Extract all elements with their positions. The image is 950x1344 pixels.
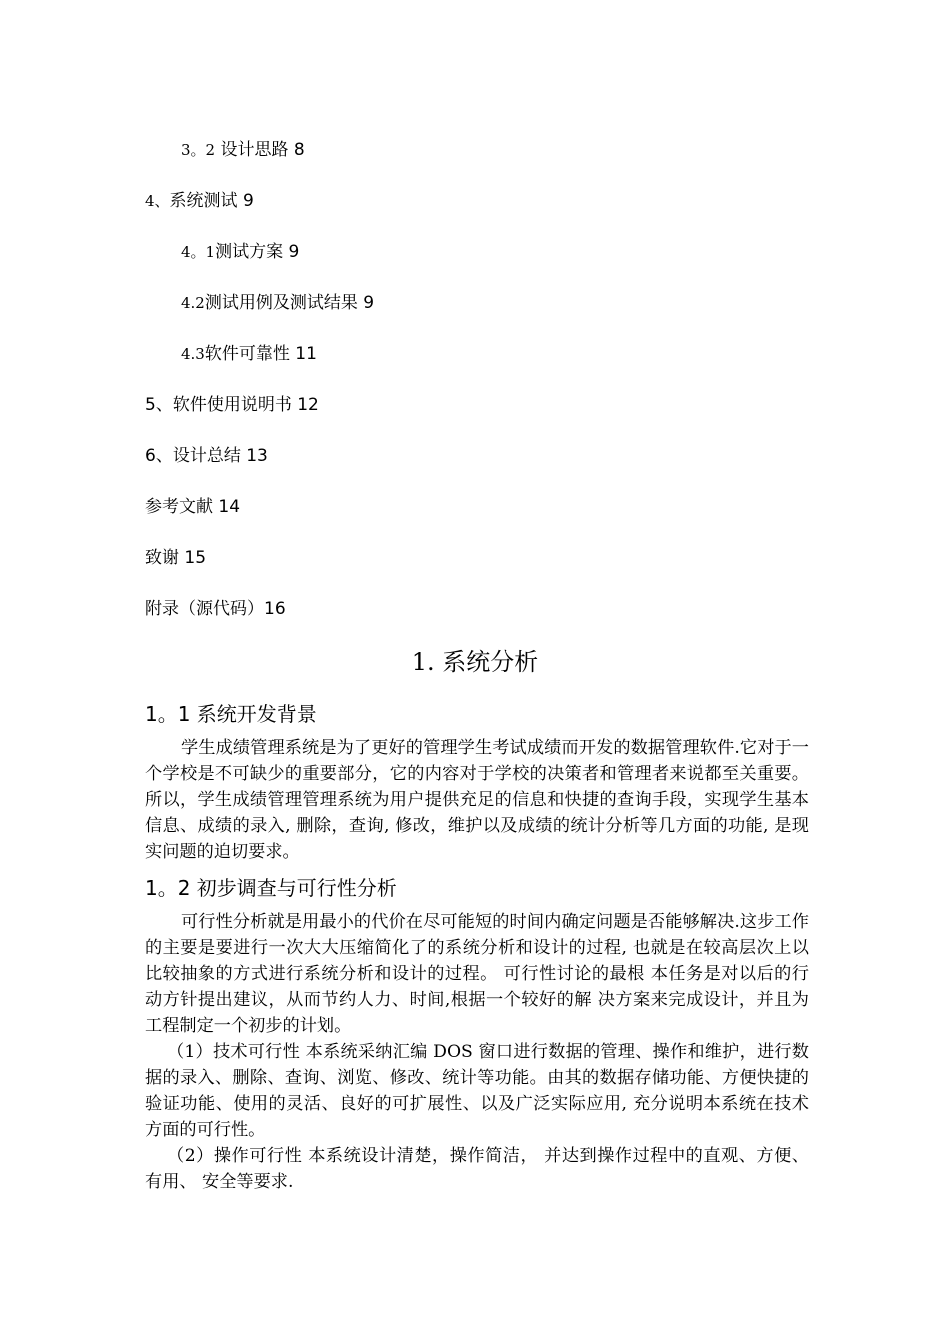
toc-title: 测试方案 9 <box>215 242 300 262</box>
chapter-title: 1. 系统分析 <box>411 648 539 676</box>
toc-entry-3-2 <box>181 139 305 161</box>
toc-title: 软件使用说明书 12 <box>172 395 319 415</box>
toc-number: 3。2 <box>181 141 216 159</box>
operational-feasibility-paragraph: （2）操作可行性 本系统设计清楚，操作简洁， 并达到操作过程中的直观、方便、 有用、 安全等要求. <box>145 1146 809 1192</box>
toc-entry-6 <box>145 445 268 467</box>
toc-title: 软件可靠性 11 <box>204 344 317 364</box>
toc-number: 4.2 <box>181 294 205 312</box>
toc-number: 4.3 <box>181 345 205 363</box>
toc-number: 4。1 <box>181 243 216 261</box>
toc-entry-4-2 <box>181 292 374 314</box>
toc-entry-5 <box>145 394 319 416</box>
section-1-2-paragraph: 可行性分析就是用最小的代价在尽可能短的时间内确定问题是否能够解决.这步工作的主要是要进行一次大大压缩简化了的系统分析和设计的过程, 也就是在较高层次上以比较抽象的方式进行系统分析和设计的过程。 可行性讨论的最根 本任务是对以后的行动方针提出建议，从而节约人力、时间,根据一个较好的解 决方案来完成设计，并且为工程制定一个初步的计划。 <box>145 912 809 1036</box>
toc-title: 测试用例及测试结果 9 <box>204 293 375 313</box>
toc-title: 附录（源代码）16 <box>145 599 286 619</box>
toc-title: 系统测试 9 <box>169 191 254 211</box>
toc-entry-4 <box>145 190 254 212</box>
toc-title: 致谢 15 <box>145 548 207 568</box>
technical-feasibility-paragraph: （1）技术可行性 本系统采纳汇编 DOS 窗口进行数据的管理、操作和维护，进行数据的录入、删除、查询、浏览、修改、统计等功能。由其的数据存储功能、方便快捷的验证功能、使用的灵活、良好的可扩展性、以及广泛实际应用, 充分说明本系统在技术方面的可行性。 <box>145 1042 809 1140</box>
toc-number: 6、 <box>145 446 173 466</box>
toc-entry-acknowledgements <box>145 547 206 569</box>
toc-number: 4、 <box>145 192 170 210</box>
section-title-1-1: 1。1 系统开发背景 <box>145 702 317 726</box>
toc-title: 设计思路 8 <box>215 140 305 160</box>
section-title-1-2: 1。2 初步调查与可行性分析 <box>145 876 397 900</box>
section-1-1-paragraph: 学生成绩管理系统是为了更好的管理学生考试成绩而开发的数据管理软件.它对于一个学校是不可缺少的重要部分，它的内容对于学校的决策者和管理者来说都至关重要。所以，学生成绩管理管理系统为用户提供充足的信息和快捷的查询手段，实现学生基本信息、成绩的录入, 删除，查询, 修改，维护以及成绩的统计分析等几方面的功能, 是现实问题的迫切要求。 <box>145 738 809 862</box>
toc-number: 5、 <box>145 395 173 415</box>
toc-title: 设计总结 13 <box>172 446 268 466</box>
toc-entry-4-1 <box>181 241 299 263</box>
toc-entry-4-3 <box>181 343 317 365</box>
toc-title: 参考文献 14 <box>145 497 241 517</box>
toc-entry-references <box>145 496 240 518</box>
toc-entry-appendix <box>145 598 286 620</box>
